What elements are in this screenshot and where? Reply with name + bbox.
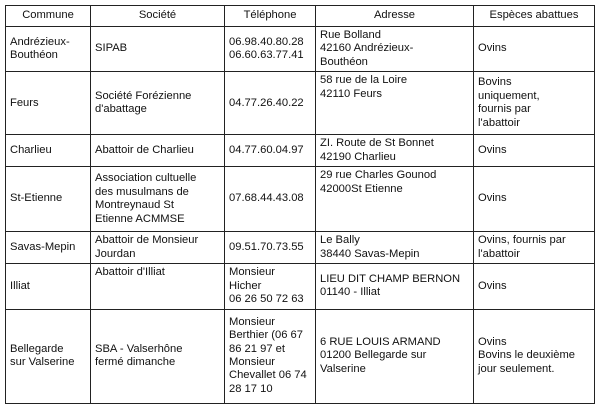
table-row [6,309,595,403]
cell-especes: Ovins, fournis par l'abattoir [474,232,595,264]
cell-telephone: 04.77.26.40.22 [225,72,316,135]
table-row [6,264,595,309]
cell-commune: St-Etienne [6,167,91,232]
header-especes: Espèces abattues [474,6,595,27]
cell-telephone: 04.77.60.04.97 [225,135,316,167]
cell-telephone: 09.51.70.73.55 [225,232,316,264]
cell-especes: Ovins [474,135,595,167]
cell-telephone: Monsieur Hicher 06 26 50 72 63 [225,264,316,309]
cell-commune: Savas-Mepin [6,232,91,264]
header-commune: Commune [6,6,91,27]
table-row [6,72,595,135]
cell-commune: Charlieu [6,135,91,167]
cell-commune: Bellegarde sur Valserine [6,309,91,403]
cell-adresse: Le Bally 38440 Savas-Mepin [316,232,474,264]
header-adresse: Adresse [316,6,474,27]
cell-adresse: LIEU DIT CHAMP BERNON 01140 - Illiat [316,264,474,309]
cell-societe: SBA - Valserhône fermé dimanche [91,309,225,403]
cell-telephone: Monsieur Berthier (06 67 86 21 97 et Monsieur Chevallet 06 74 28 17 10 [225,309,316,403]
cell-adresse: 6 RUE LOUIS ARMAND 01200 Bellegarde sur Valserine [316,309,474,403]
header-telephone: Téléphone [225,6,316,27]
cell-societe: Abattoir de Charlieu [91,135,225,167]
cell-especes: Bovins uniquement, fournis par l'abattoir [474,72,595,135]
cell-especes: Ovins Bovins le deuxième jour seulement. [474,309,595,403]
cell-societe: Abattoir de Monsieur Jourdan [91,232,225,264]
header-societe: Société [91,6,225,27]
table-row [6,232,595,264]
cell-adresse: Rue Bolland 42160 Andrézieux- Bouthéon [316,27,474,72]
cell-adresse: 29 rue Charles Gounod 42000St Etienne [316,167,474,232]
cell-societe: Association cultuelle des musulmans de Montreynaud St Etienne ACMMSE [91,167,225,232]
cell-commune: Feurs [6,72,91,135]
header-row [6,6,595,27]
cell-adresse: 58 rue de la Loire 42110 Feurs [316,72,474,135]
cell-especes: Ovins [474,264,595,309]
cell-societe: Société Forézienne d'abattage [91,72,225,135]
table-row [6,167,595,232]
cell-telephone: 06.98.40.80.28 06.60.63.77.41 [225,27,316,72]
table-row [6,27,595,72]
table-row [6,135,595,167]
cell-societe: Abattoir d'Illiat [91,264,225,309]
cell-commune: Illiat [6,264,91,309]
cell-societe: SIPAB [91,27,225,72]
cell-especes: Ovins [474,27,595,72]
cell-telephone: 07.68.44.43.08 [225,167,316,232]
abattoirs-table [5,5,595,404]
cell-especes: Ovins [474,167,595,232]
cell-commune: Andrézieux- Bouthéon [6,27,91,72]
cell-adresse: ZI. Route de St Bonnet 42190 Charlieu [316,135,474,167]
